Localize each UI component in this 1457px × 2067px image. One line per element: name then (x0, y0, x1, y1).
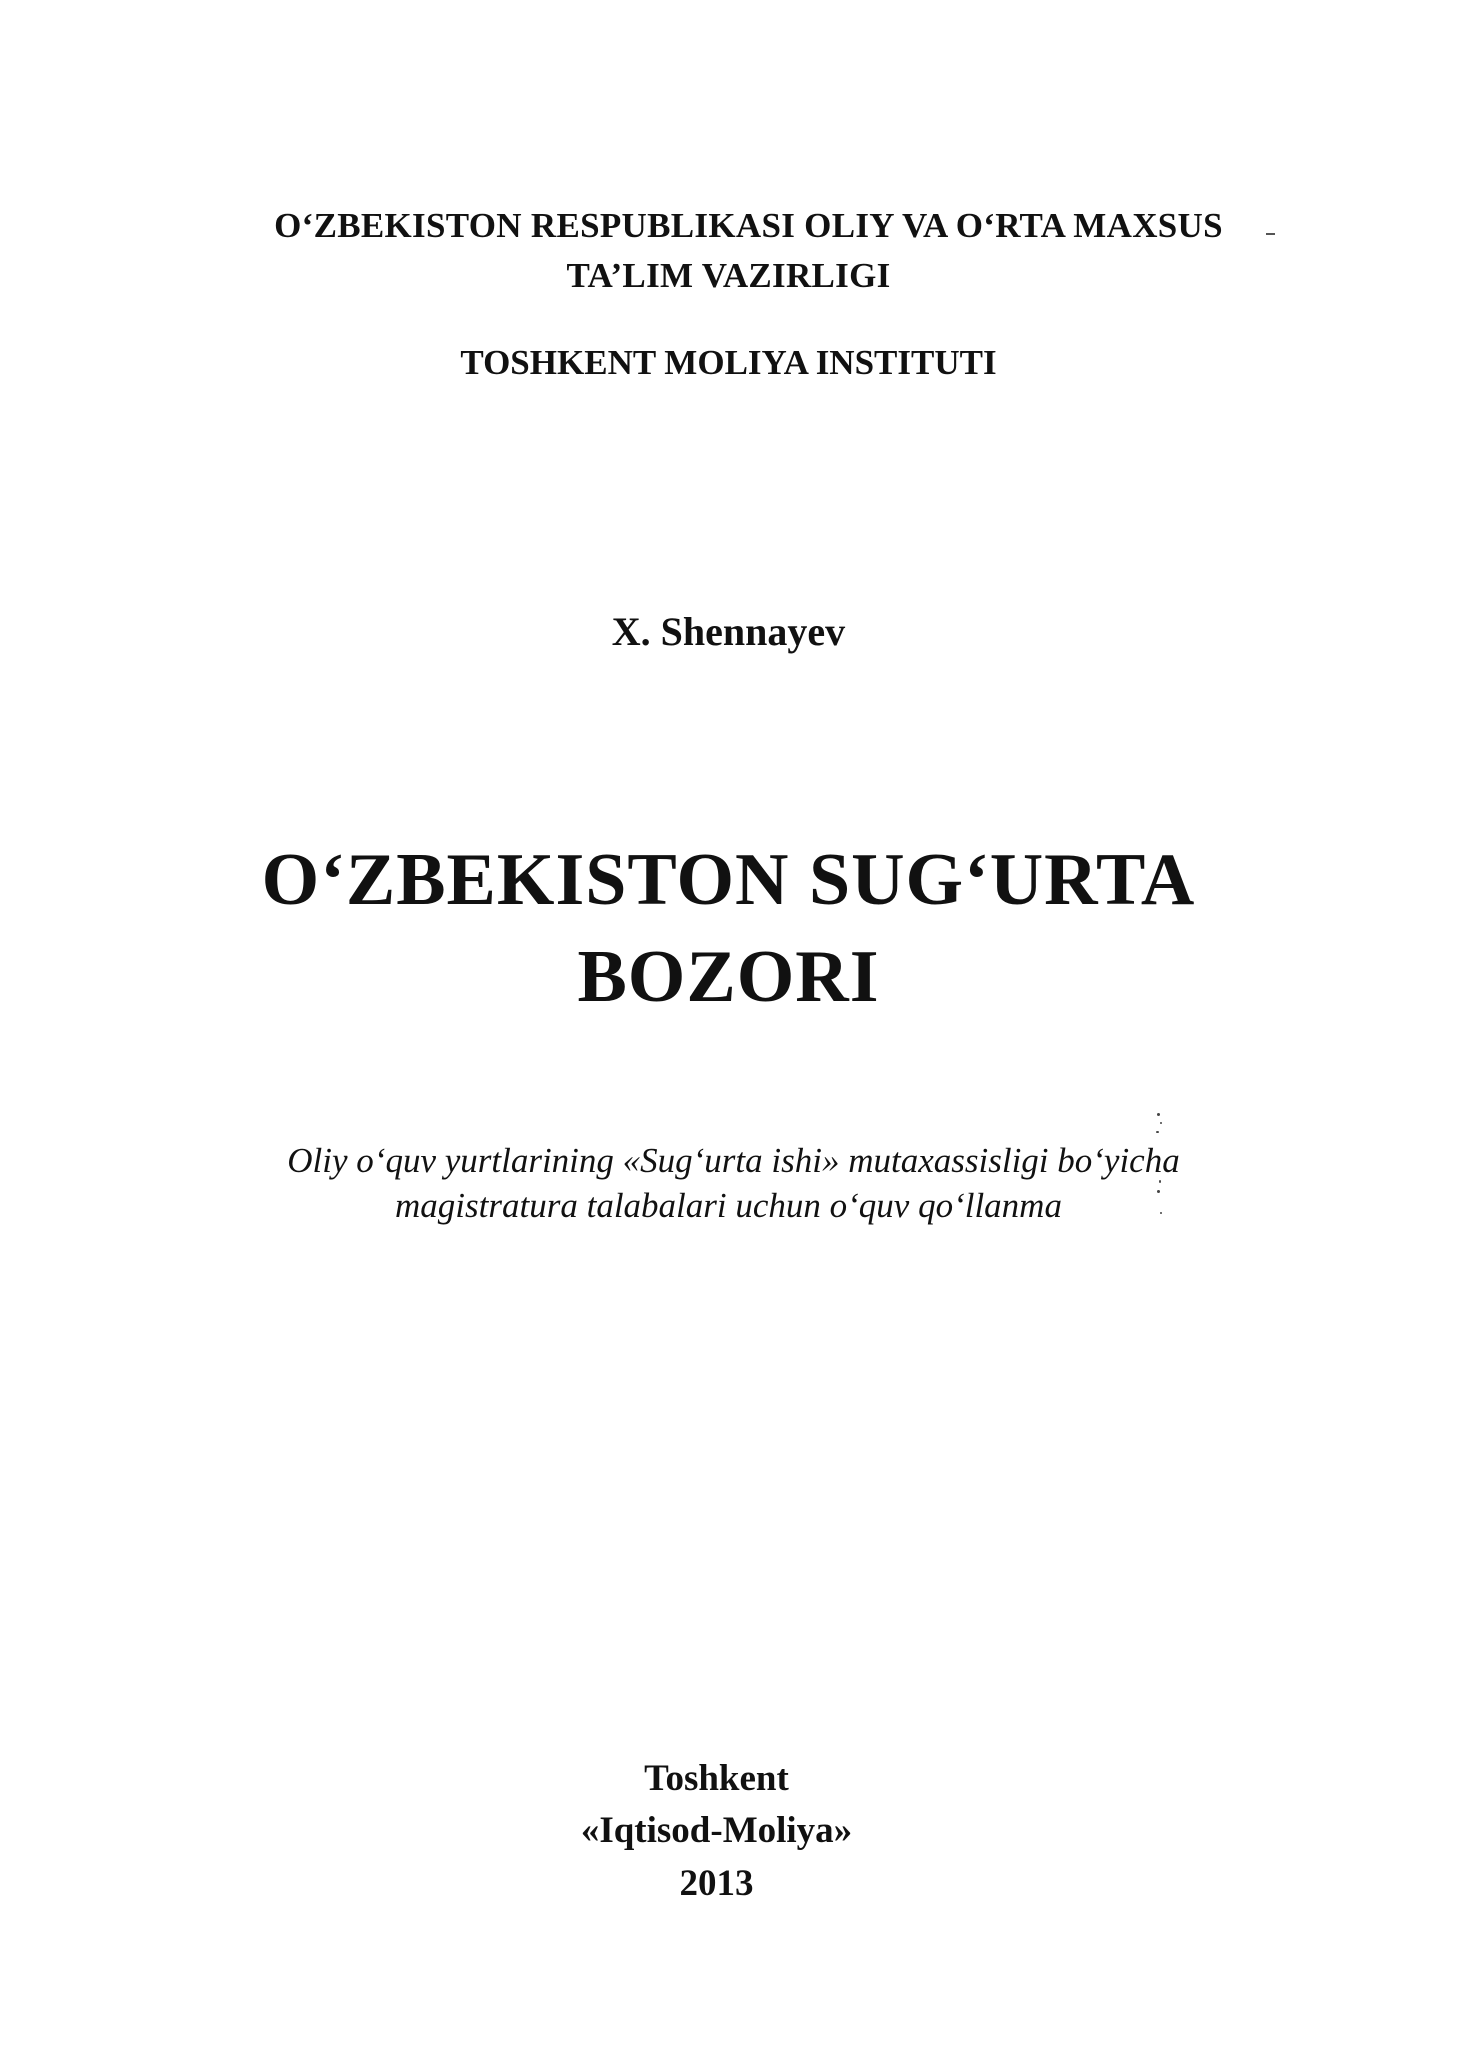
ministry-line-1: O‘ZBEKISTON RESPUBLIKASI OLIY VA O‘RTA MAXSUS (274, 206, 1223, 245)
author-name: X. Shennayev (611, 609, 846, 654)
publication-year: 2013 (679, 1863, 754, 1904)
scan-speck (1159, 1180, 1161, 1183)
publisher-city: Toshkent (644, 1758, 789, 1799)
book-title-line-2: BOZORI (577, 936, 880, 1018)
subtitle-line-2: magistratura talabalari uchun o‘quv qo‘llanma (395, 1186, 1062, 1225)
publisher-name: «Iqtisod-Moliya» (580, 1810, 853, 1851)
scan-speck (1157, 1113, 1160, 1116)
scan-artifact-dash (1266, 233, 1275, 235)
scan-speck (1160, 1212, 1162, 1214)
scan-speck (1156, 1131, 1159, 1133)
book-title-line-1: O‘ZBEKISTON SUG‘URTA (261, 839, 1196, 921)
institute-name: TOSHKENT MOLIYA INSTITUTI (460, 343, 997, 382)
scan-speck (1157, 1190, 1160, 1193)
ministry-line-2: TA’LIM VAZIRLIGI (566, 256, 891, 295)
scan-speck (1160, 1122, 1162, 1124)
subtitle-line-1: Oliy o‘quv yurtlarining «Sug‘urta ishi» mutaxassisligi bo‘yicha (287, 1141, 1180, 1180)
